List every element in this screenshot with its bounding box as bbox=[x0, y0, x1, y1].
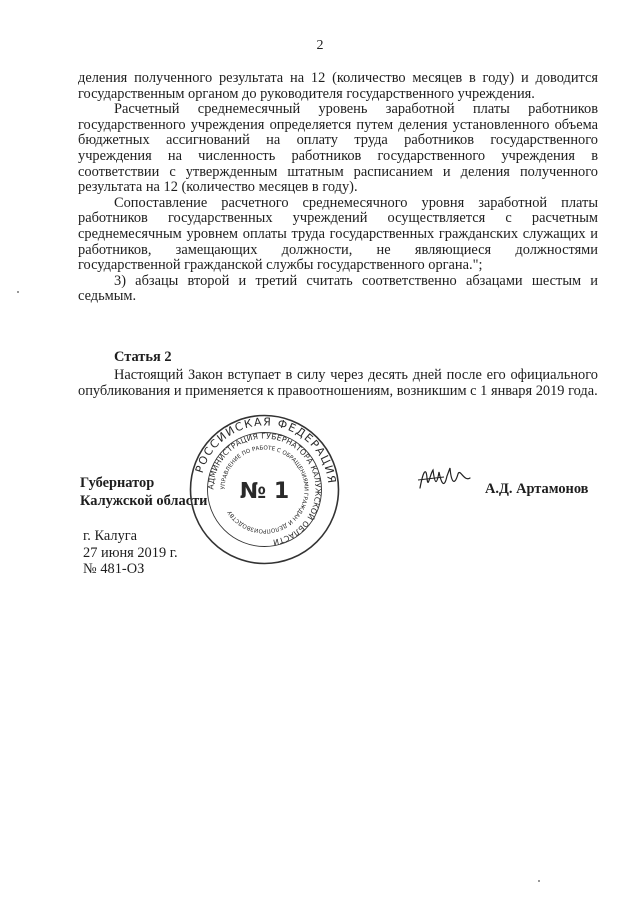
stamp-outer-text: РОССИЙСКАЯ ФЕДЕРАЦИЯ bbox=[192, 415, 339, 486]
stamp-inner-text: УПРАВЛЕНИЕ ПО РАБОТЕ С ОБРАЩЕНИЯМИ ГРАЖДАН И ДЕЛОПРОИЗВОДСТВУ bbox=[220, 445, 309, 534]
official-stamp bbox=[187, 412, 342, 567]
city: г. Калуга bbox=[83, 528, 138, 544]
article-2-text: Настоящий Закон вступает в силу через десять дней после его официального опубликования и применяется к правоотношениям, возникшим с 1 января 2019 года. bbox=[78, 367, 598, 399]
paragraph-2: Расчетный среднемесячный уровень заработной платы работников государственного учреждения определяется путем деления установленного объема бюджетных ассигнований на оплату труда работников государственного учреждения на численность работников государственного учреждения в соответствии с утвержденным штатным расписанием и деления полученного результата на 12 (количество месяцев в году). bbox=[78, 101, 598, 196]
article-2-body bbox=[78, 368, 598, 399]
stamp-number: № 1 bbox=[239, 479, 290, 504]
scan-mark bbox=[538, 880, 540, 882]
paragraph-4: 3) абзацы второй и третий считать соответственно абзацами шестым и седьмым. bbox=[78, 272, 598, 305]
document-place-date bbox=[83, 528, 178, 578]
signatory-title-line-2: Калужской области bbox=[80, 493, 208, 509]
main-text bbox=[78, 71, 598, 305]
handwritten-signature bbox=[414, 460, 476, 498]
page-number: 2 bbox=[316, 38, 324, 53]
article-2-title: Статья 2 bbox=[114, 349, 172, 365]
paragraph-3: Сопоставление расчетного среднемесячного уровня заработной платы работников государственных учреждений осуществляется с расчетным среднемесячным уровнем оплаты труда государственных гражданских служащих и работников, замещающих должности, не являющиеся должностями государственной гражданской службы государственного органа."; bbox=[78, 194, 598, 274]
paragraph-1: деления полученного результата на 12 (количество месяцев в году) и доводится государственным органом до руководителя государственного учреждения. bbox=[78, 70, 598, 102]
signatory-title-line-1: Губернатор bbox=[80, 475, 155, 491]
date: 27 июня 2019 г. bbox=[83, 544, 178, 561]
stamp-middle-text: АДМИНИСТРАЦИЯ ГУБЕРНАТОРА КАЛУЖСКОЙ ОБЛАСТИ bbox=[206, 431, 323, 547]
signatory-name: А.Д. Артамонов bbox=[485, 481, 589, 497]
scan-mark bbox=[17, 291, 19, 293]
law-number: № 481-ОЗ bbox=[83, 561, 145, 577]
